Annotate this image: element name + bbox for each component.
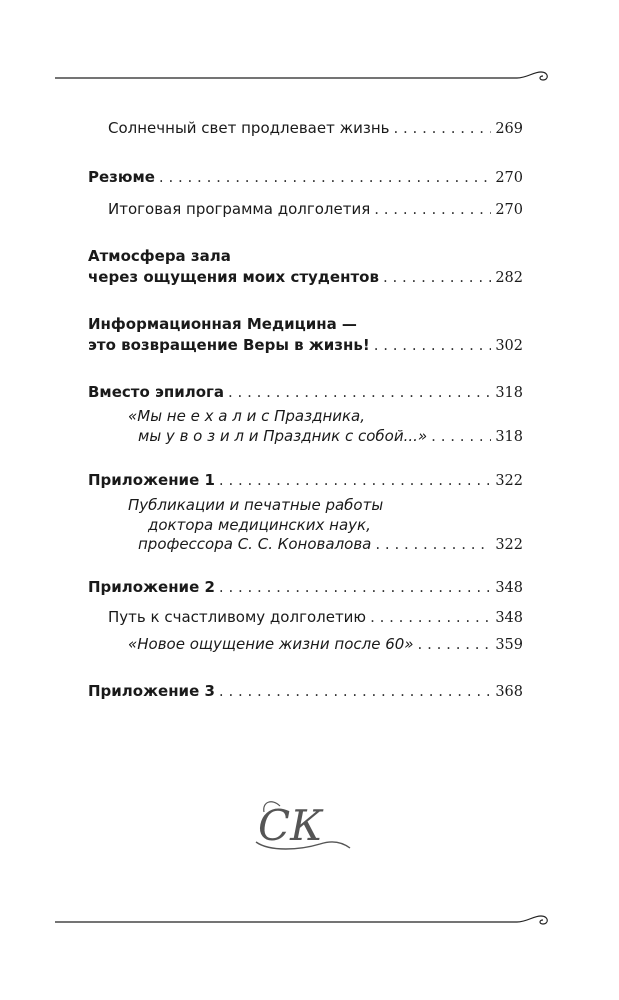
toc-entry-section: Приложение 2 . . . 348 [88,578,523,598]
toc-entry-section: это возвращение Веры в жизнь! . . . 302 [88,336,523,356]
toc-entry: Итоговая программа долголетия . . . 270 [108,200,523,220]
leader-dots [374,336,492,355]
toc-entry-italic: профессора С. С. Коновалова . . . 322 [138,535,523,555]
leader-dots [431,427,491,446]
bottom-decorative-rule [55,910,555,934]
toc-entry-italic-line1: «Мы не е х а л и с Праздника, [128,407,366,425]
leader-dots [383,268,491,287]
leader-dots [374,200,491,219]
toc-entry: Солнечный свет продлевает жизнь . . . 269 [108,119,523,139]
leader-dots [393,119,491,138]
toc-entry-italic: «Новое ощущение жизни после 60» . . . 359 [128,635,523,655]
toc-entry-italic-line2: доктора медицинских наук, [148,516,371,534]
sk-monogram-logo [250,792,360,864]
toc-entry-section: Приложение 1 . . . 322 [88,471,523,491]
toc-entry-section: Приложение 3 . . . 368 [88,682,523,702]
toc-entry-section: Резюме . . . 270 [88,168,523,188]
leader-dots [219,471,491,490]
monogram-letters: СК [258,801,323,850]
toc-entry: Путь к счастливому долголетию . . . 348 [108,608,523,628]
leader-dots [375,535,491,554]
leader-dots [418,635,492,654]
toc-entry-section: через ощущения моих студентов . . . 282 [88,268,523,288]
toc-entry-section-line1: Информационная Медицина — [88,315,357,333]
leader-dots [219,578,491,597]
leader-dots [219,682,491,701]
leader-dots [228,383,491,402]
toc-entry-italic-line1: Публикации и печатные работы [128,496,384,514]
leader-dots [370,608,491,627]
top-decorative-rule [55,66,555,90]
toc-entry-section: Вместо эпилога . . . 318 [88,383,523,403]
toc-entry-italic: мы у в о з и л и Праздник с собой...» . . . 318 [138,427,523,447]
toc-entry-section-line1: Атмосфера зала [88,247,231,265]
leader-dots [159,168,491,187]
